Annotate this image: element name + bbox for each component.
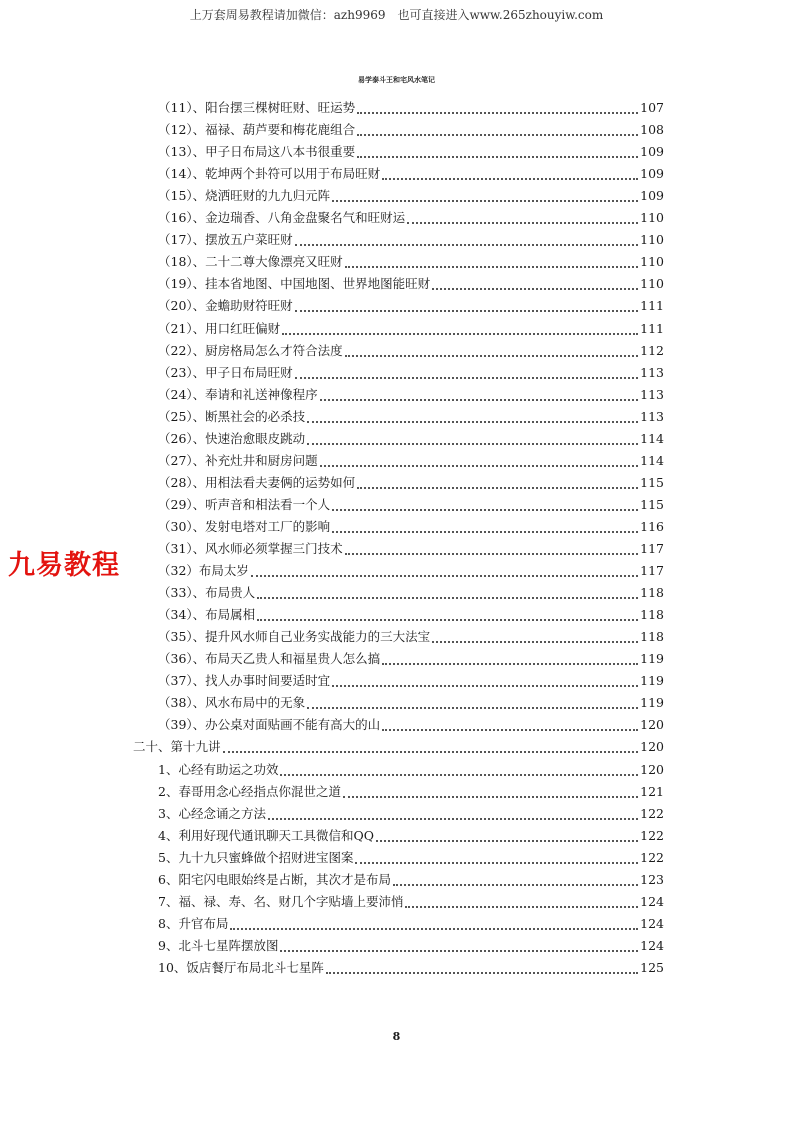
toc-entry-page: 122 <box>640 827 664 843</box>
top-banner: 上万套周易教程请加微信：azh9969 也可直接进入www.265zhouyiw.com <box>189 8 604 22</box>
toc-entry-title: 8、升官布局 <box>158 915 229 931</box>
toc-entry-title: （38）、风水布局中的无象 <box>158 695 306 711</box>
toc-entry-page: 117 <box>640 541 664 556</box>
toc-entry[interactable] <box>158 517 664 537</box>
watermark-logo: 九易教程 <box>8 550 120 581</box>
toc-entry-title: 6、阳宅闪电眼始终是占断，其次才是布局 <box>158 871 391 887</box>
dot-leader <box>320 399 638 401</box>
toc-entry[interactable] <box>158 230 664 250</box>
toc-entry-title: （33）、布局贵人 <box>158 585 256 601</box>
toc-entry[interactable] <box>158 407 664 427</box>
toc-entry-page: 120 <box>640 717 664 733</box>
toc-entry-title: （18）、二十二尊大像漂亮又旺财 <box>158 254 343 270</box>
toc-entry-title: 4、利用好现代通讯聊天工具微信和QQ <box>158 827 374 843</box>
dot-leader <box>307 443 638 445</box>
toc-entry-title: 2、春哥用念心经指点你混世之道 <box>158 783 341 799</box>
toc-entry[interactable] <box>158 274 664 294</box>
toc-entry[interactable] <box>158 341 664 361</box>
toc-entry-title: 二十、第十九讲 <box>133 739 221 755</box>
toc-entry-page: 110 <box>640 254 664 270</box>
toc-entry-title: 1、心经有助运之功效 <box>158 761 279 777</box>
toc-entry[interactable] <box>158 429 664 449</box>
toc-entry-title: （27）、补充灶井和厨房问题 <box>158 452 318 468</box>
toc-entry-title: （30）、发射电塔对工厂的影响 <box>158 518 331 534</box>
toc-entry-page: 110 <box>640 232 664 248</box>
dot-leader <box>257 619 638 621</box>
dot-leader <box>382 178 638 180</box>
toc-entry-page: 120 <box>640 761 664 777</box>
toc-entry[interactable] <box>158 605 664 625</box>
toc-entry[interactable] <box>158 164 664 184</box>
toc-entry-page: 119 <box>640 695 664 711</box>
dot-leader <box>268 818 638 820</box>
toc-entry[interactable] <box>158 451 664 471</box>
dot-leader <box>332 509 638 511</box>
dot-leader <box>432 641 638 643</box>
toc-entry[interactable] <box>158 363 664 383</box>
dot-leader <box>320 465 638 467</box>
toc-entry[interactable] <box>158 385 664 405</box>
toc-entry[interactable] <box>158 649 664 669</box>
dot-leader <box>307 707 638 709</box>
dot-leader <box>251 575 638 577</box>
toc-entry-page: 109 <box>640 166 664 182</box>
dot-leader <box>357 112 638 114</box>
toc-entry[interactable] <box>158 296 664 316</box>
toc-entry[interactable] <box>158 936 664 956</box>
toc-entry[interactable] <box>133 737 664 757</box>
dot-leader <box>295 377 638 379</box>
toc-entry[interactable] <box>158 120 664 140</box>
toc-entry-page: 122 <box>640 849 664 865</box>
page-number: 8 <box>392 1030 401 1043</box>
toc-entry[interactable] <box>158 693 664 713</box>
dot-leader <box>407 222 638 224</box>
toc-entry[interactable] <box>158 804 664 824</box>
dot-leader <box>326 972 638 974</box>
toc-entry-page: 116 <box>640 518 664 534</box>
toc-entry[interactable] <box>158 627 664 647</box>
toc-entry-page: 123 <box>640 871 664 887</box>
dot-leader <box>405 906 638 908</box>
toc-entry-page: 119 <box>640 651 664 667</box>
toc-entry[interactable] <box>158 142 664 162</box>
dot-leader <box>230 928 638 930</box>
toc-entry-page: 120 <box>640 739 664 755</box>
toc-entry-title: （14）、乾坤两个卦符可以用于布局旺财 <box>158 166 381 182</box>
toc-entry-title: （19）、挂本省地图、中国地图、世界地图能旺财 <box>158 276 431 292</box>
toc-entry[interactable] <box>158 958 664 978</box>
dot-leader <box>393 884 638 886</box>
toc-entry-page: 122 <box>640 805 664 821</box>
dot-leader <box>332 685 638 687</box>
toc-entry-page: 113 <box>640 386 664 402</box>
toc-entry-title: （22）、厨房格局怎么才符合法度 <box>158 342 343 358</box>
toc-entry-page: 114 <box>640 430 664 446</box>
toc-entry-page: 108 <box>640 122 664 138</box>
toc-entry-title: （21）、用口红旺偏财 <box>158 320 281 336</box>
dot-leader <box>280 774 638 776</box>
toc-entry-page: 107 <box>640 100 664 115</box>
toc-entry[interactable] <box>158 760 664 780</box>
toc-entry-page: 118 <box>640 607 664 623</box>
dot-leader <box>332 531 638 533</box>
dot-leader <box>376 840 638 842</box>
toc-entry-title: （36）、布局天乙贵人和福星贵人怎么搞 <box>158 651 381 667</box>
toc-entry-page: 114 <box>640 452 664 468</box>
toc-entry-title: （20）、金蟾助财符旺财 <box>158 298 293 314</box>
toc-entry-page: 113 <box>640 408 664 424</box>
toc-entry[interactable] <box>158 671 664 691</box>
dot-leader <box>307 421 638 423</box>
toc-entry-page: 115 <box>640 474 664 490</box>
dot-leader <box>382 729 638 731</box>
toc-entry[interactable] <box>158 782 664 802</box>
toc-entry-title: （28）、用相法看夫妻俩的运势如何 <box>158 474 356 490</box>
toc-entry-title: （25）、断黑社会的必杀技 <box>158 408 306 424</box>
toc-entry-title: 3、心经念诵之方法 <box>158 805 266 821</box>
toc-entry-title: （17）、摆放五户菜旺财 <box>158 232 293 248</box>
toc-entry[interactable] <box>158 473 664 493</box>
toc-entry-page: 110 <box>640 276 664 292</box>
dot-leader <box>280 950 638 952</box>
toc-entry-page: 109 <box>640 188 664 204</box>
toc-entry[interactable] <box>158 319 664 339</box>
toc-entry-page: 118 <box>640 629 664 645</box>
toc-entry-title: 7、福、禄、寿、名、财几个字贴墙上要沛悄 <box>158 893 404 909</box>
toc-entry[interactable] <box>158 561 664 581</box>
toc-entry[interactable] <box>158 583 664 603</box>
toc-entry-title: （37）、找人办事时间要适时宜 <box>158 673 331 689</box>
toc-entry[interactable] <box>158 914 664 934</box>
toc-entry-page: 110 <box>640 210 664 226</box>
toc-entry-page: 115 <box>640 496 664 512</box>
toc-entry[interactable] <box>158 252 664 272</box>
dot-leader <box>282 333 638 335</box>
dot-leader <box>257 597 638 599</box>
toc-entry-title: （29）、听声音和相法看一个人 <box>158 496 331 512</box>
toc-entry[interactable] <box>158 848 664 868</box>
toc-entry-page: 112 <box>640 342 664 358</box>
toc-entry-title: （12）、福禄、葫芦要和梅花鹿组合 <box>158 122 356 138</box>
toc-entry-page: 118 <box>640 585 664 601</box>
toc-entry-title: （23）、甲子日布局旺财 <box>158 364 293 380</box>
toc-entry-title: （32）布局太岁 <box>158 563 249 579</box>
toc-entry[interactable] <box>158 208 664 228</box>
running-header: 易学泰斗王和宅风水笔记 <box>358 75 435 84</box>
dot-leader <box>332 200 638 202</box>
toc-entry-page: 109 <box>640 144 664 160</box>
toc-entry-title: （11）、阳台摆三棵树旺财、旺运势 <box>158 100 356 115</box>
toc-entry-page: 113 <box>640 364 664 380</box>
dot-leader <box>223 751 639 753</box>
dot-leader <box>345 266 638 268</box>
toc-entry[interactable] <box>158 539 664 559</box>
toc-entry-title: （16）、金边瑞香、八角金盘聚名气和旺财运 <box>158 210 406 226</box>
dot-leader <box>355 862 638 864</box>
toc-entry[interactable] <box>158 495 664 515</box>
toc-entry-title: （13）、甲子日布局这八本书很重要 <box>158 144 356 160</box>
dot-leader <box>357 134 638 136</box>
toc-entry-page: 124 <box>640 893 664 909</box>
toc-entry-title: （15）、烧洒旺财的九九归元阵 <box>158 188 331 204</box>
dot-leader <box>295 244 638 246</box>
toc-entry-page: 117 <box>640 563 664 579</box>
dot-leader <box>357 156 638 158</box>
toc-entry-page: 121 <box>640 783 664 799</box>
toc-entry-page: 124 <box>640 937 664 953</box>
dot-leader <box>295 310 638 312</box>
dot-leader <box>345 355 638 357</box>
toc-entry-page: 111 <box>640 320 664 336</box>
toc-entry-page: 119 <box>640 673 664 689</box>
toc-entry-title: （31）、风水师必须掌握三门技术 <box>158 541 343 556</box>
toc-entry[interactable] <box>158 186 664 206</box>
toc-entry-title: （35）、提升风水师自己业务实战能力的三大法宝 <box>158 629 431 645</box>
toc-entry[interactable] <box>158 892 664 912</box>
toc-entry[interactable] <box>158 826 664 846</box>
toc-entry-title: （26）、快速治愈眼皮跳动 <box>158 430 306 446</box>
toc-entry[interactable] <box>158 98 664 118</box>
dot-leader <box>343 796 638 798</box>
dot-leader <box>357 487 638 489</box>
toc-entry-page: 111 <box>640 298 664 314</box>
toc-entry-title: （39）、办公桌对面贴画不能有高大的山 <box>158 717 381 733</box>
toc-entry-title: 10、饭店餐厅布局北斗七星阵 <box>158 959 324 975</box>
toc-entry-page: 124 <box>640 915 664 931</box>
dot-leader <box>345 553 638 555</box>
toc-entry[interactable] <box>158 715 664 735</box>
dot-leader <box>382 663 638 665</box>
toc-entry-title: （24）、奉请和礼送神像程序 <box>158 386 318 402</box>
toc-entry-page: 125 <box>640 959 664 975</box>
toc-entry-title: （34）、布局属相 <box>158 607 256 623</box>
dot-leader <box>432 288 638 290</box>
toc-entry-title: 9、北斗七星阵摆放图 <box>158 937 279 953</box>
toc-entry-title: 5、九十九只蜜蜂做个招财进宝图案 <box>158 849 354 865</box>
toc-entry[interactable] <box>158 870 664 890</box>
